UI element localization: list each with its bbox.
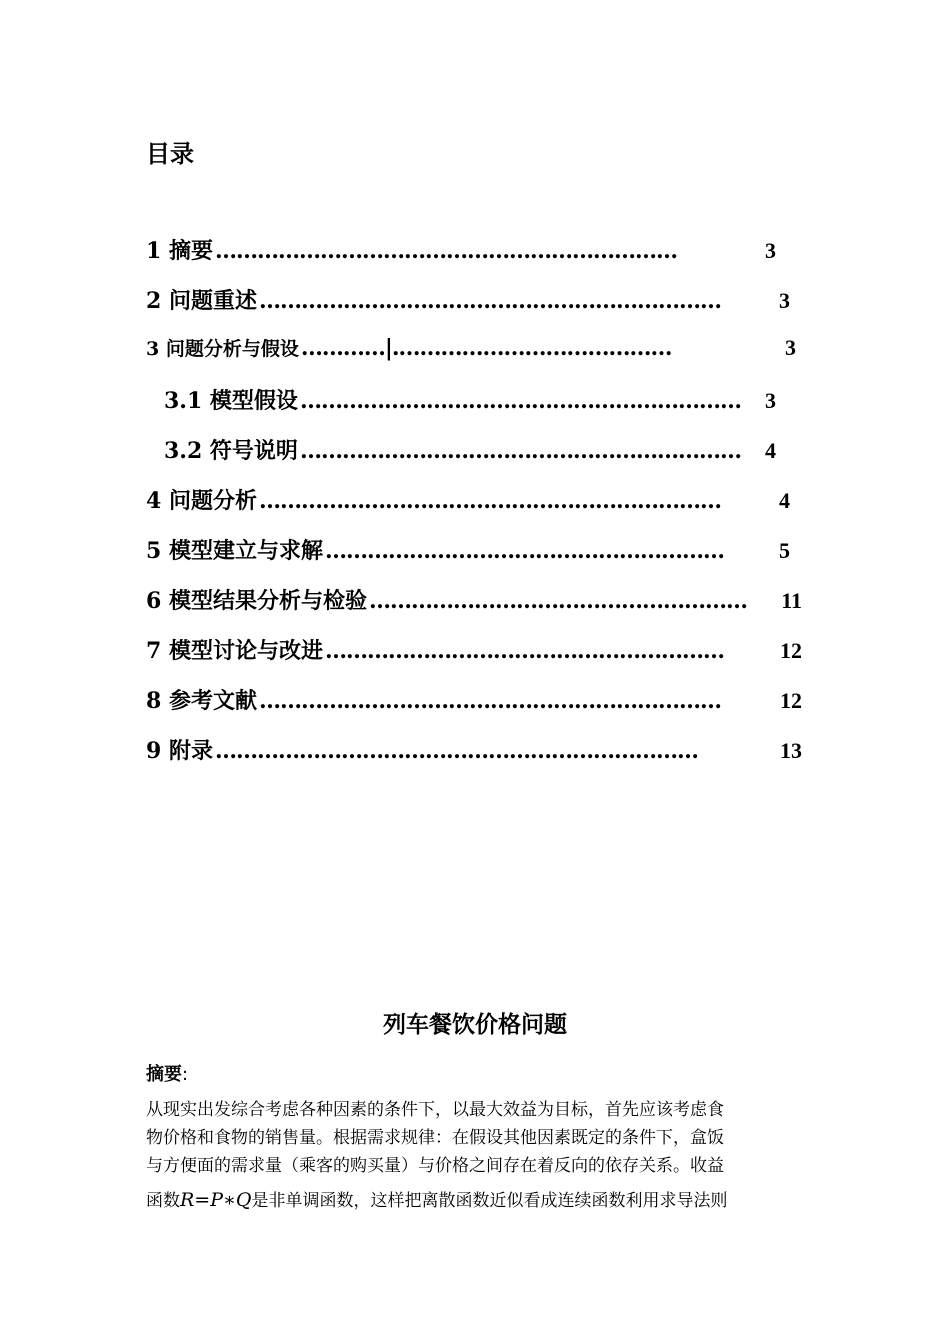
toc-entry-page: 4 xyxy=(779,488,790,513)
abstract-line: 从现实出发综合考虑各种因素的条件下，以最大效益为目标，首先应该考虑食 xyxy=(146,1100,724,1120)
toc-entry[interactable] xyxy=(146,734,802,766)
toc-entry-label: 1 摘要 xyxy=(146,238,213,264)
toc-entry-page: 4 xyxy=(765,438,776,463)
toc-entry[interactable] xyxy=(146,234,776,266)
toc-entry-leader: …………|.………………………………… xyxy=(300,335,672,361)
abstract-line: 物价格和食物的销售量。根据需求规律：在假设其他因素既定的条件下，盒饭 xyxy=(146,1128,724,1148)
revenue-formula: R=P∗Q xyxy=(180,1189,252,1211)
toc-entry-leader: ………………………………………………… xyxy=(324,638,724,664)
abstract-heading-text: 摘要 xyxy=(146,1064,182,1085)
abstract-body xyxy=(146,1096,806,1215)
toc-entry-leader: ……………………………………………………… xyxy=(299,438,741,464)
toc-entry-leader: ………………………………………………………… xyxy=(258,488,721,514)
toc-entry[interactable] xyxy=(146,634,802,666)
toc-entry[interactable] xyxy=(146,484,790,516)
toc-entry-page: 12 xyxy=(780,638,802,663)
toc-entry-page: 5 xyxy=(779,538,790,563)
toc-entry-label: 3.2 符号说明 xyxy=(164,438,298,464)
toc-entry[interactable] xyxy=(146,534,790,566)
toc-entry-label: 7 模型讨论与改进 xyxy=(146,638,323,664)
toc-entry-label: 6 模型结果分析与检验 xyxy=(146,588,367,614)
toc-entry-page: 11 xyxy=(781,588,802,613)
abstract-heading-colon: : xyxy=(182,1064,189,1085)
toc-entry-label: 3.1 模型假设 xyxy=(164,388,298,414)
toc-entry-leader: …………………………………………………………… xyxy=(214,738,698,764)
toc-entry-label: 4 问题分析 xyxy=(146,488,257,514)
toc-entry-page: 3 xyxy=(765,238,776,263)
toc-entry-sub[interactable] xyxy=(164,384,776,416)
toc-entry-label: 5 模型建立与求解 xyxy=(146,538,323,564)
document-title: 列车餐饮价格问题 xyxy=(383,1012,567,1038)
toc-entry-label: 8 参考文献 xyxy=(146,688,257,714)
abstract-heading xyxy=(146,1060,188,1086)
toc-entry-page: 13 xyxy=(780,738,802,763)
toc-entry-page: 3 xyxy=(765,388,776,413)
toc-title: 目录 xyxy=(146,140,194,168)
toc-entry-page: 3 xyxy=(785,335,796,360)
toc-entry[interactable] xyxy=(146,334,796,366)
abstract-line: 与方便面的需求量（乘客的购买量）与价格之间存在着反向的依存关系。收益 xyxy=(146,1156,724,1176)
toc-entry[interactable] xyxy=(146,284,790,316)
toc-entry-leader: ……………………………………………………… xyxy=(299,388,741,414)
abstract-line-formula xyxy=(146,1186,806,1215)
toc-entry-leader: ………………………………………………… xyxy=(324,538,724,564)
toc-entry-label: 3 问题分析与假设 xyxy=(146,338,299,360)
toc-entry-leader: ………………………………………………………… xyxy=(258,288,721,314)
toc-entry[interactable] xyxy=(146,684,802,716)
toc-entry-label: 9 附录 xyxy=(146,738,213,764)
toc-entry-sub[interactable] xyxy=(164,434,776,466)
toc-entry-page: 3 xyxy=(779,288,790,313)
toc-entry-label: 2 问题重述 xyxy=(146,288,257,314)
toc-entry-page: 12 xyxy=(780,688,802,713)
toc-entry[interactable] xyxy=(146,584,802,616)
abstract-text: 函数 xyxy=(146,1191,180,1211)
toc-entry-leader: ………………………………………………………… xyxy=(214,238,677,264)
abstract-text: 是非单调函数，这样把离散函数近似看成连续函数利用求导法则 xyxy=(251,1191,728,1211)
toc-entry-leader: ……………………………………………… xyxy=(368,588,747,614)
toc-entry-leader: ………………………………………………………… xyxy=(258,688,721,714)
